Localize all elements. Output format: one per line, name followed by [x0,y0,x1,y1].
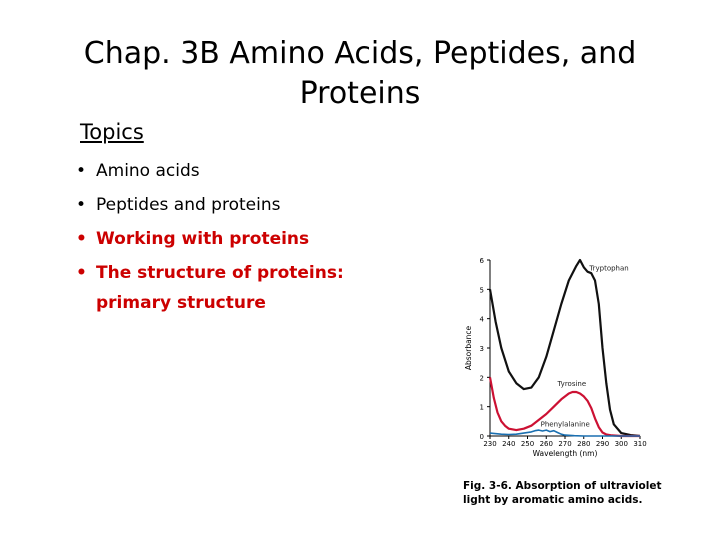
x-tick-label: 280 [577,440,591,448]
bullet-item [74,222,344,256]
absorbance-chart [458,246,678,468]
title-line-1: Chap. 3B Amino Acids, Peptides, and [83,36,637,71]
bullet-glyph: • [76,263,87,283]
bullet-text: The structure of proteins: [96,263,344,283]
y-tick-label: 5 [479,286,484,295]
x-tick-label: 310 [633,440,647,448]
x-tick-label: 290 [595,440,610,448]
bullet-text: Peptides and proteins [96,195,281,215]
title-line-2: Proteins [299,76,421,111]
y-tick-label: 3 [479,345,484,353]
x-tick-label: 250 [520,440,535,448]
bullet-text: Working with proteins [96,229,310,249]
bullet-item [74,154,344,188]
topics-list [74,154,344,290]
bullet-item [74,188,344,222]
y-tick-label: 2 [479,374,484,383]
series-label-tryptophan: Tryptophan [589,264,629,273]
y-tick-label: 0 [479,433,484,441]
x-tick-label: 230 [483,440,497,448]
slide-title [40,34,680,114]
series-label-phenylalanine: Phenylalanine [540,420,590,429]
y-tick-label: 6 [479,257,484,265]
bullet-glyph: • [76,161,87,181]
x-tick-label: 260 [539,440,553,448]
bullet-glyph: • [76,195,87,215]
series-label-tyrosine: Tyrosine [557,380,587,389]
x-tick-label: 300 [614,440,628,448]
bullet-glyph: • [76,229,87,249]
caption-line-1: Fig. 3-6. Absorption of ultraviolet [463,480,662,492]
bullet-item [74,256,344,290]
y-tick-label: 1 [479,403,484,412]
series-line-tryptophan [490,260,640,436]
x-axis-label: Wavelength (nm) [532,449,598,458]
caption-line-2: light by aromatic amino acids. [463,494,643,506]
y-tick-label: 4 [479,315,484,324]
topics-heading: Topics [80,120,144,144]
bullet-text: Amino acids [96,161,200,181]
y-axis-label: Absorbance [464,325,473,371]
bullet-continuation: primary structure [96,293,266,313]
x-tick-label: 240 [502,440,516,448]
x-tick-label: 270 [558,440,572,448]
figure-caption [463,479,703,507]
